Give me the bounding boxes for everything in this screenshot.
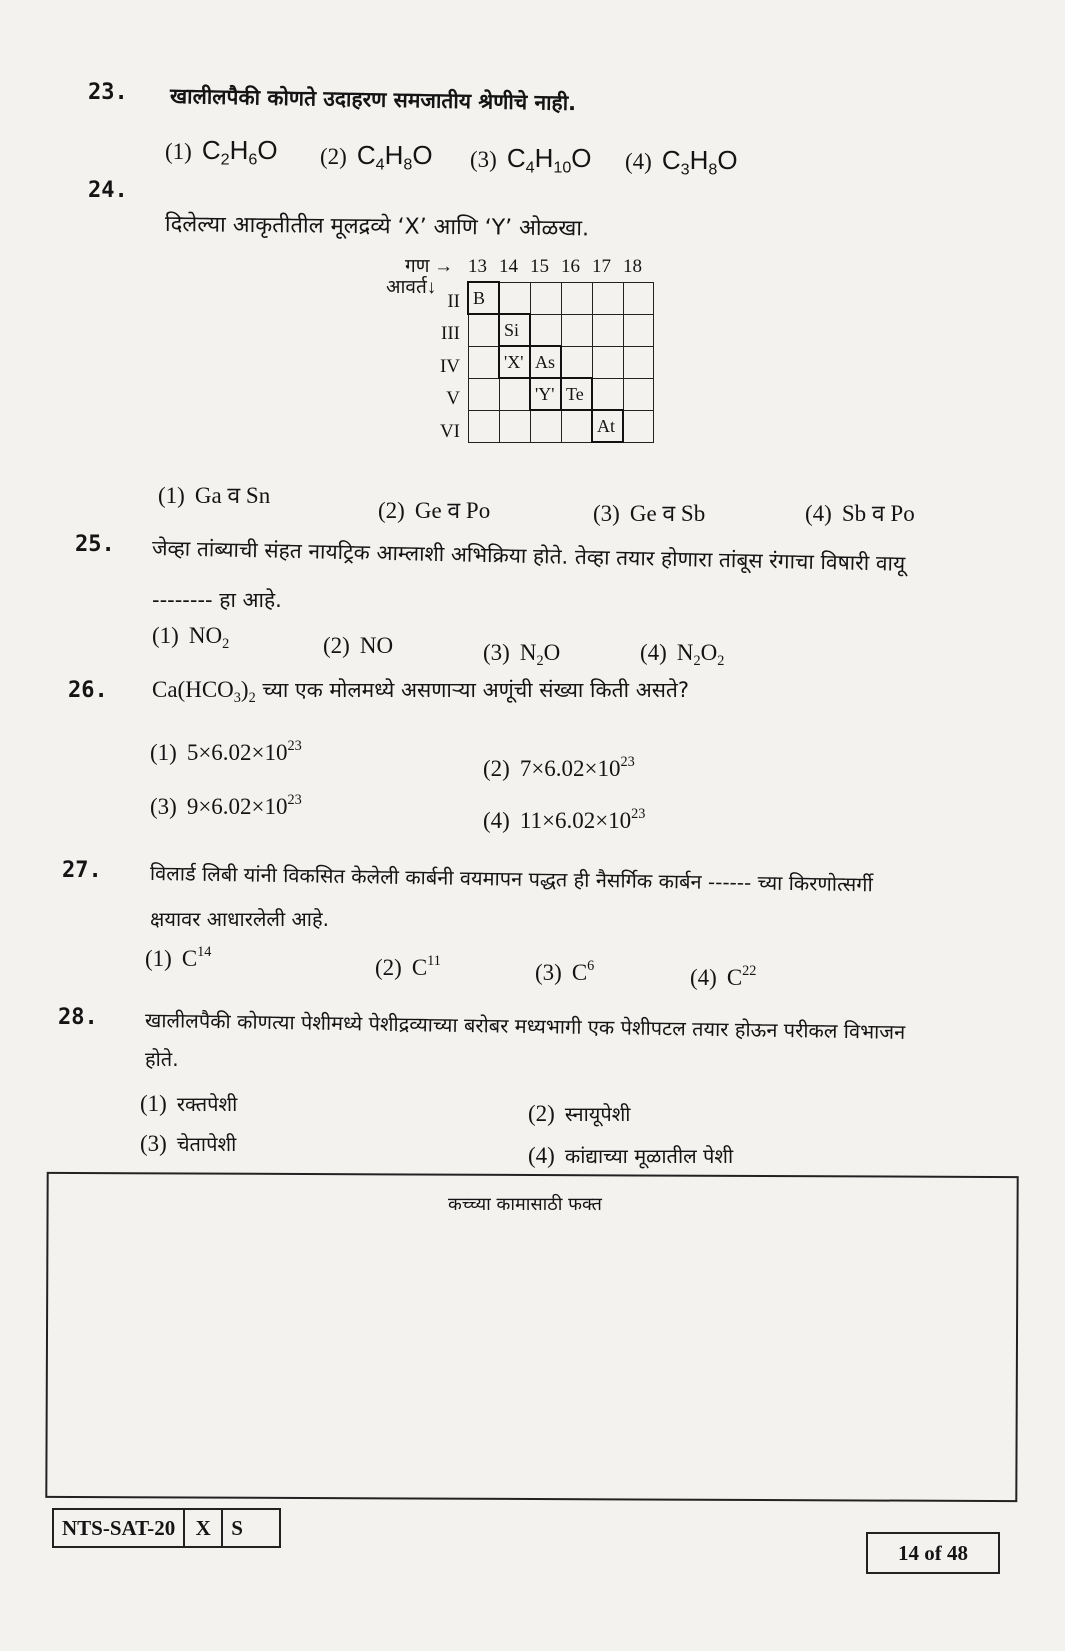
grid-cell <box>530 410 561 442</box>
cell-As: As <box>530 346 561 378</box>
table-row <box>468 282 654 314</box>
q25-option-2[interactable]: (2) NO <box>323 633 394 658</box>
group-13: 13 <box>468 256 487 277</box>
q23-option-2[interactable]: (2) $C_4H_8O$ <box>320 140 433 174</box>
q28-option-2[interactable]: (2) स्नायूपेशी <box>528 1101 631 1126</box>
grid-cell <box>499 282 530 314</box>
period-axis-label: आवर्त↓ <box>386 277 437 298</box>
q24-option-4[interactable]: (4) Sb व Po <box>805 501 915 526</box>
q28-option-3[interactable]: (3) चेतापेशी <box>140 1131 237 1156</box>
q24-text: दिलेल्या आकृतीतील मूलद्रव्ये ‘X’ आणि ‘Y’ ओळखा. <box>164 212 590 242</box>
period-V: V <box>446 388 460 409</box>
group-17: 17 <box>592 256 611 277</box>
paper-code: NTS-SAT-20 <box>54 1510 185 1546</box>
q24-number: 24. <box>88 178 128 203</box>
q23-text: खालीलपैकी कोणते उदाहरण समजातीय श्रेणीचे नाही. <box>169 84 577 116</box>
cell-B: B <box>468 282 499 314</box>
cell-Te: Te <box>561 378 592 410</box>
q26-number: 26. <box>68 678 108 703</box>
cell-X: 'X' <box>499 346 530 378</box>
period-VI: VI <box>439 421 460 442</box>
q28-option-4[interactable]: (4) कांद्याच्या मूळातील पेशी <box>528 1143 734 1168</box>
q26-option-3[interactable]: (3) $9\times 6.02\times 10^{23}$ <box>150 792 302 819</box>
grid-cell <box>561 346 592 378</box>
table-row <box>468 314 654 346</box>
group-axis-label: गण → <box>405 256 454 277</box>
q23-number: 23. <box>88 80 128 105</box>
page-number: 14 of 48 <box>866 1532 1000 1574</box>
grid-cell <box>623 410 654 442</box>
grid-cell <box>623 282 654 314</box>
grid-cell <box>623 314 654 346</box>
grid-cell <box>561 282 592 314</box>
q26-option-4[interactable]: (4) $11\times 6.02\times 10^{23}$ <box>483 806 646 833</box>
table-row <box>468 346 654 378</box>
rough-work-label: कच्च्या कामासाठी फक्त <box>448 1194 602 1215</box>
grid-cell <box>623 346 654 378</box>
q25-option-3[interactable]: (3) $N_2O$ <box>483 640 561 669</box>
grid-cell <box>592 314 623 346</box>
grid-cell <box>499 378 530 410</box>
q26-option-2[interactable]: (2) $7\times 6.02\times 10^{23}$ <box>483 754 635 781</box>
grid-cell <box>623 378 654 410</box>
q27-line2: क्षयावर आधारलेली आहे. <box>150 907 329 931</box>
q28-line2: होते. <box>145 1047 179 1071</box>
grid-cell <box>468 346 499 378</box>
grid-cell <box>499 410 530 442</box>
q25-option-1[interactable]: (1) $NO_2$ <box>152 623 230 652</box>
q27-option-2[interactable]: (2) $C^{11}$ <box>375 953 441 980</box>
q27-number: 27. <box>62 858 102 883</box>
class-code: X <box>185 1510 223 1546</box>
grid-cell <box>530 282 561 314</box>
periodic-table-grid <box>467 281 654 443</box>
q28-line1: खालीलपैकी कोणत्या पेशीमध्ये पेशीद्रव्याच्या बरोबर मध्यभागी एक पेशीपटल तयार होऊन परीकल विभाजन <box>144 1008 906 1044</box>
q27-option-1[interactable]: (1) $C^{14}$ <box>145 944 212 971</box>
group-header-row <box>468 256 654 278</box>
group-18: 18 <box>623 256 642 277</box>
grid-cell <box>530 314 561 346</box>
q25-option-4[interactable]: (4) $N_2O_2$ <box>640 640 725 669</box>
q27-option-4[interactable]: (4) $C^{22}$ <box>690 963 757 990</box>
q27-line1: विलार्ड लिबी यांनी विकसित केलेली कार्बनी वयमापन पद्धत ही नैसर्गिक कार्बन ------ च्या किरणोत्सर्गी <box>149 861 873 897</box>
grid-cell <box>468 314 499 346</box>
cell-Si: Si <box>499 314 530 346</box>
q23-option-3[interactable]: (3) $C_4H_{10}O$ <box>470 143 592 177</box>
period-IV: IV <box>439 356 460 377</box>
cell-At: At <box>592 410 623 442</box>
group-14: 14 <box>499 256 518 277</box>
q26-option-1[interactable]: (1) $5\times 6.02\times 10^{23}$ <box>150 738 302 765</box>
table-row <box>468 410 654 442</box>
q25-line2: -------- हा आहे. <box>152 588 282 612</box>
grid-cell <box>561 410 592 442</box>
q24-option-3[interactable]: (3) Ge व Sb <box>593 501 706 526</box>
q25-line1: जेव्हा तांब्याची संहत नायट्रिक आम्लाशी अभिक्रिया होते. तेव्हा तयार होणारा तांबूस रंगाचा विषारी वायू <box>151 536 906 576</box>
group-16: 16 <box>561 256 580 277</box>
rough-work-box <box>45 1172 1018 1502</box>
footer-code-box <box>52 1508 281 1548</box>
q28-option-1[interactable]: (1) रक्तपेशी <box>140 1091 238 1116</box>
series-code: S <box>231 1515 243 1540</box>
q27-option-3[interactable]: (3) $C^6$ <box>535 958 595 985</box>
period-II: II <box>447 291 460 312</box>
grid-cell <box>561 314 592 346</box>
cell-Y: 'Y' <box>530 378 561 410</box>
grid-cell <box>468 410 499 442</box>
grid-cell <box>592 378 623 410</box>
group-15: 15 <box>530 256 549 277</box>
grid-cell <box>592 346 623 378</box>
q23-option-1[interactable]: (1) $C_2H_6O$ <box>165 135 278 169</box>
grid-cell <box>592 282 623 314</box>
q24-option-1[interactable]: (1) Ga व Sn <box>158 483 271 508</box>
table-row <box>468 378 654 410</box>
q26-formula: $Ca(HCO_3)_2$ <box>152 677 256 706</box>
q28-number: 28. <box>58 1005 98 1030</box>
q24-option-2[interactable]: (2) Ge व Po <box>378 498 491 523</box>
q25-number: 25. <box>75 532 115 557</box>
q26-text: $Ca(HCO_3)_2$ च्या एक मोलमध्ये असणाऱ्या अणूंची संख्या किती असते? <box>152 677 690 706</box>
period-III: III <box>441 323 460 344</box>
q23-option-4[interactable]: (4) $C_3H_8O$ <box>625 145 738 179</box>
grid-cell <box>468 378 499 410</box>
